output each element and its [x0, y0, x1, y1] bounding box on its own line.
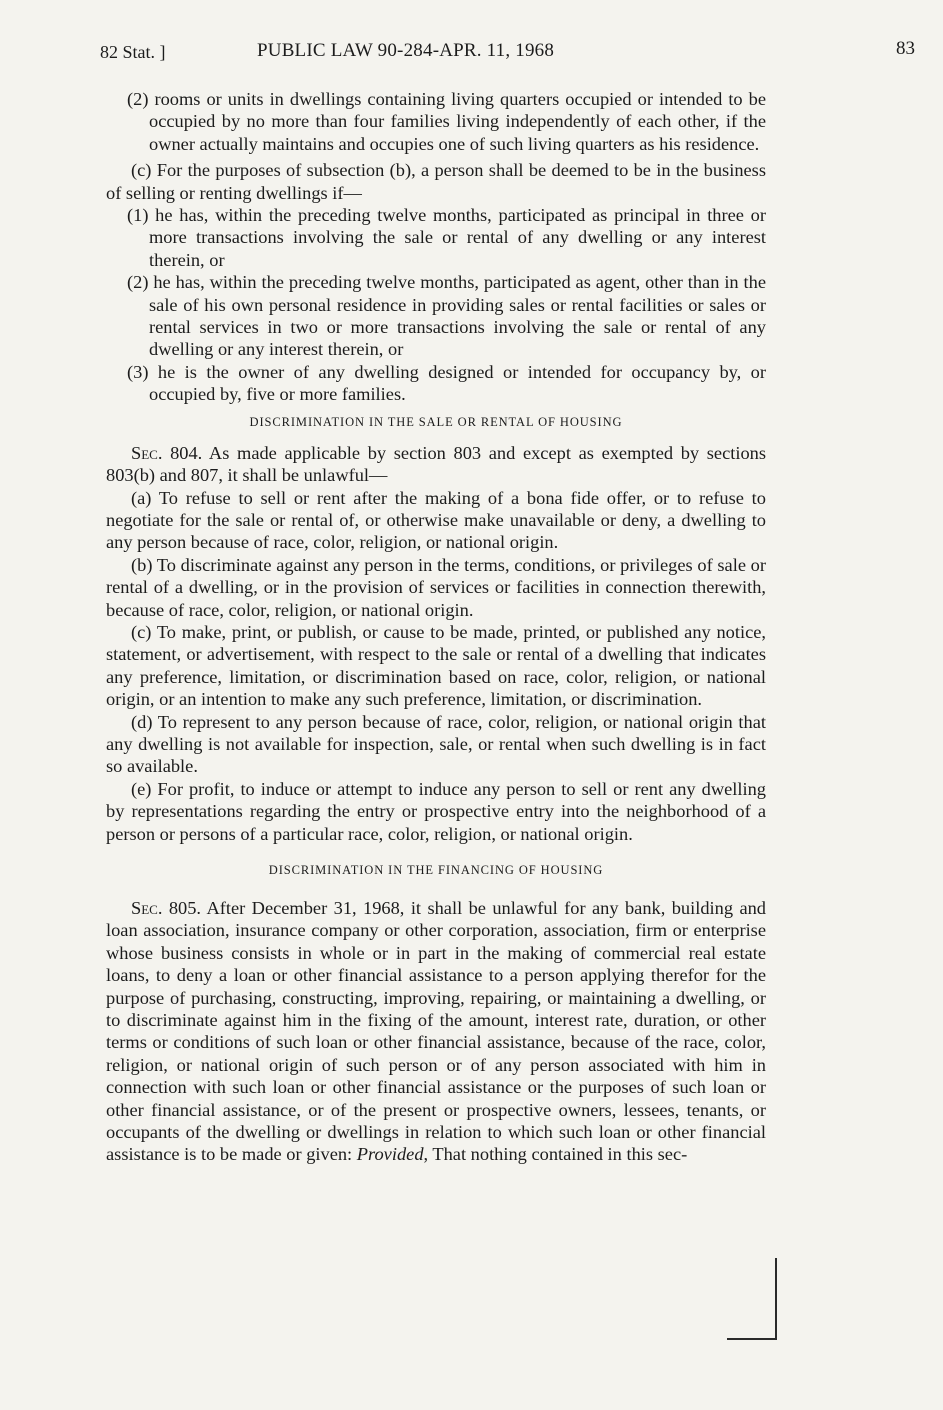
paragraph-804b: (b) To discriminate against any person in the terms, conditions, or privileges of sale or rental of a dwelling, or in the provision of services or facilities in connection therewith, because of race, color, religion, or national origin.: [106, 554, 766, 620]
end-bracket-vertical: [775, 1258, 777, 1290]
paragraph-c1: (1) he has, within the preceding twelve months, participated as principal in three or more transactions involving the sale or rental of any dwelling or any interest therein, or: [127, 205, 766, 270]
page-number: 83: [896, 38, 915, 59]
section-804-intro: [106, 442, 766, 487]
section-805-label: Sec. 805.: [131, 898, 202, 918]
provided-term: Provided: [356, 1144, 424, 1165]
section-heading-financing: DISCRIMINATION IN THE FINANCING OF HOUSING: [268, 863, 604, 877]
paragraph-b2: (2) rooms or units in dwellings containing living quarters occupied or intended to be occupied by no more than four families living independently of each other, if the owner actually maintains and occupies one of such living quarters as his residence.: [127, 89, 766, 154]
section-804-text: As made applicable by section 803 and except as exempted by sections 803(b) and 807, it shall be unlawful—: [106, 442, 767, 486]
document-body: [106, 88, 766, 1166]
paragraph-c2: (2) he has, within the preceding twelve months, participated as agent, other than in the sale of his own personal residence in providing sales or rental facilities or sales or rental services in two or more transactions involving the sale or rental of any dwelling or any interest therein, or: [127, 272, 766, 360]
paragraph-804d: (d) To represent to any person because of race, color, religion, or national origin that any dwelling is not available for inspection, sale, or rental when such dwelling is in fact so available.: [106, 711, 766, 777]
paragraph-804e: (e) For profit, to induce or attempt to induce any person to sell or rent any dwelling by representations regarding the entry or prospective entry into the neighborhood of a person or persons of a particular race, color, religion, or national origin.: [106, 778, 766, 844]
page-header: [100, 38, 915, 72]
section-heading-sale-rental: DISCRIMINATION IN THE SALE OR RENTAL OF HOUSING: [249, 414, 623, 429]
statute-reference: 82 Stat. ]: [100, 42, 166, 62]
section-804-label: Sec. 804.: [131, 442, 203, 463]
section-805-body: After December 31, 1968, it shall be unlawful for any bank, building and loan association, insurance company or other corporation, association, firm or enterprise whose business consists in whole or in part in the making of commercial real estate loans, to deny a loan or other financial assistance to a person applying therefor for the purpose of purchasing, constructing, improving, repairing, or maintaining a dwelling, or to discriminate against him in the fixing of the amount, interest rate, duration, or other terms or conditions of such loan or other financial assistance, because of the race, color, religion, or national origin of such person or of any person associated with him in connection with such loan or other financial assistance or the purposes of such loan or other financial assistance, or of the present or prospective owners, lessees, tenants, or occupants of the dwelling or dwellings in relation to which such loan or other financial assistance is to be made or given:: [106, 898, 767, 1165]
paragraph-804a: (a) To refuse to sell or rent after the making of a bona fide offer, or to refuse to negotiate for the sale or rental of, or otherwise make unavailable or deny, a dwelling to any person because of race, color, religion, or national origin.: [106, 487, 766, 553]
paragraph-subsection-c: (c) For the purposes of subsection (b), a person shall be deemed to be in the business of selling or renting dwellings if—: [106, 160, 766, 203]
section-805-end: , That nothing contained in this sec-: [423, 1144, 688, 1165]
paragraph-804c: (c) To make, print, or publish, or cause to be made, printed, or published any notice, statement, or advertisement, with respect to the sale or rental of a dwelling that indicates any preference, limitation, or discrimination based on race, color, religion, or national origin, or an intention to make any such preference, limitation, or discrimination.: [106, 621, 766, 710]
page-title: PUBLIC LAW 90-284-APR. 11, 1968: [257, 40, 555, 61]
section-805-text: [106, 897, 766, 1166]
end-bracket: [727, 1290, 777, 1340]
paragraph-c3: (3) he is the owner of any dwelling designed or intended for occupancy by, or occupied by, five or more families.: [127, 361, 766, 405]
